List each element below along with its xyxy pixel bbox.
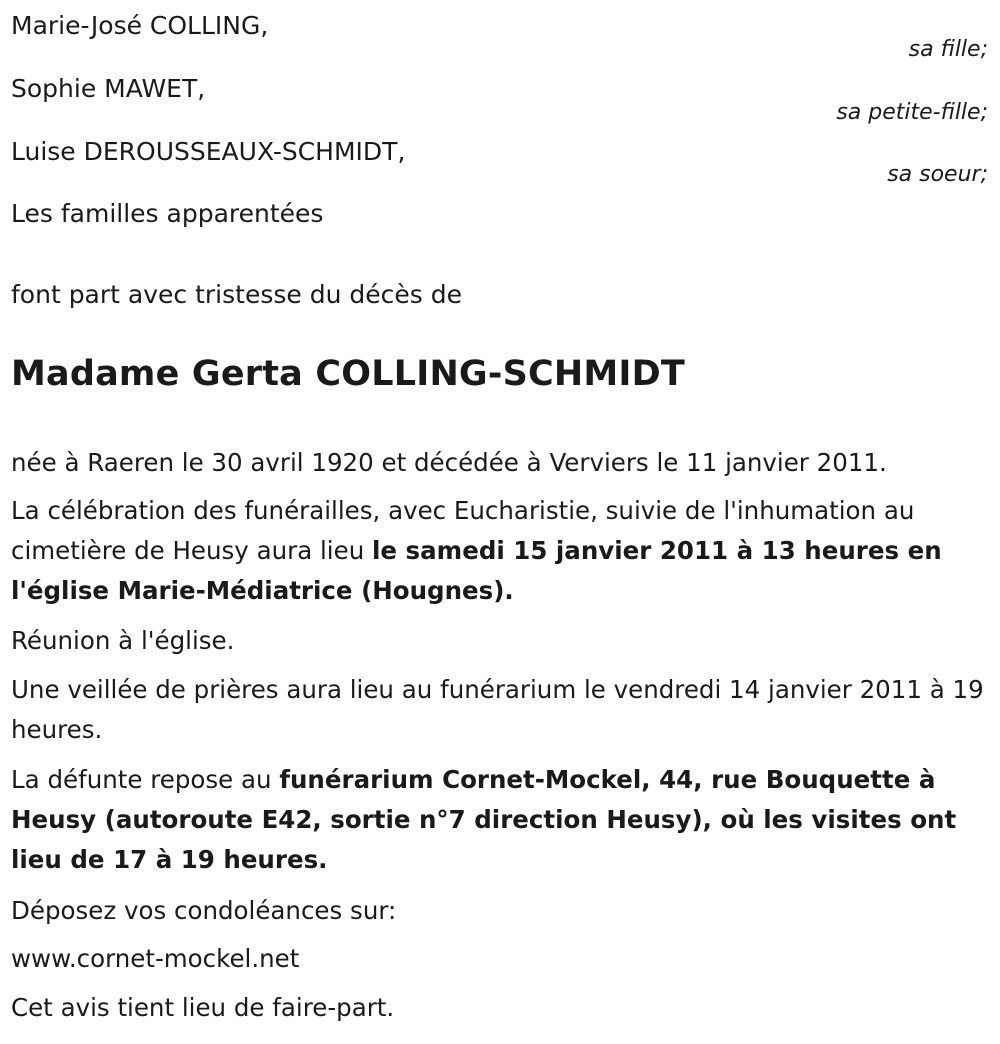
repose-info (11, 760, 989, 880)
repose-text: La défunte repose au (11, 765, 280, 794)
announcement-intro: font part avec tristesse du décès de (11, 280, 462, 309)
ceremony-date-location: le samedi 15 janvier 2011 à 13 heures en l'église Marie-Médiatrice (Hougnes). (11, 536, 942, 605)
closing-note: Cet avis tient lieu de faire-part. (11, 993, 395, 1022)
vigil-info: Une veillée de prières aura lieu au funérarium le vendredi 14 janvier 2011 à 19 heures. (11, 675, 984, 744)
ceremony-text: La célébration des funérailles, avec Eucharistie, suivie de l'inhumation au cimetière de Heusy aura lieu (11, 496, 915, 565)
family-name-3: Luise DEROUSSEAUX-SCHMIDT, (11, 137, 406, 166)
family-name-2: Sophie MAWET, (11, 74, 206, 103)
meeting-info: Réunion à l'église. (11, 626, 235, 655)
family-relation-3: sa soeur; (887, 162, 988, 187)
family-relation-2: sa petite-fille; (836, 100, 988, 125)
family-name-1: Marie-José COLLING, (11, 11, 269, 40)
family-relation-1: sa fille; (908, 37, 988, 62)
condolences-label: Déposez vos condoléances sur: (11, 896, 397, 925)
ceremony-info (11, 491, 989, 611)
deceased-name: Madame Gerta COLLING-SCHMIDT (11, 354, 685, 394)
birth-death-info: née à Raeren le 30 avril 1920 et décédée à Verviers le 11 janvier 2011. (11, 448, 887, 477)
repose-location: funérarium Cornet-Mockel, 44, rue Bouquette à Heusy (autoroute E42, sortie n°7 direction Heusy), où les visites ont lieu de 17 à 19 heures. (11, 765, 957, 874)
family-name-4: Les familles apparentées (11, 199, 324, 228)
website-link[interactable]: www.cornet-mockel.net (11, 944, 300, 973)
